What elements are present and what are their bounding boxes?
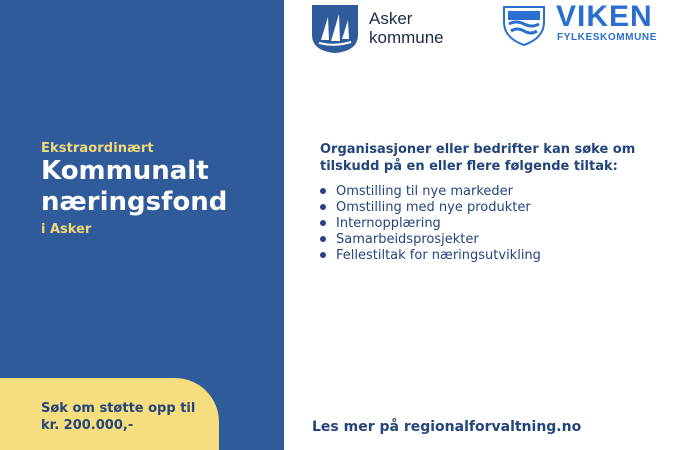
kicker-text: Ekstraordinært [41, 141, 154, 156]
support-callout-text: Søk om støtte opp til kr. 200.000,- [41, 401, 196, 433]
measures-list [320, 183, 541, 263]
list-item-text: Omstilling til nye markeder [336, 183, 513, 199]
right-panel [284, 0, 700, 450]
viken-wordmark: VIKEN [556, 0, 653, 33]
list-item-text: Omstilling med nye produkter [336, 199, 531, 215]
bullet-dot-icon [320, 188, 326, 194]
ship-sails-icon [312, 5, 358, 53]
left-panel [0, 0, 284, 450]
asker-wordmark-line1: Asker [369, 9, 413, 28]
list-item-text: Internopplæring [336, 215, 441, 231]
list-item-text: Samarbeidsprosjekter [336, 231, 479, 247]
support-callout [0, 378, 219, 450]
read-more-link[interactable]: Les mer på regionalforvaltning.no [312, 419, 582, 435]
location-subtitle: i Asker [41, 222, 92, 237]
list-item [320, 215, 541, 231]
intro-text: Organisasjoner eller bedrifter kan søke om tilskudd på en eller flere følgende tiltak: [320, 142, 636, 174]
asker-wordmark-line2: kommune [369, 28, 444, 47]
bullet-dot-icon [320, 204, 326, 210]
title-line-2: næringsfond [41, 187, 228, 217]
list-item [320, 183, 541, 199]
bullet-dot-icon [320, 220, 326, 226]
list-item [320, 199, 541, 215]
viken-subtitle: FYLKESKOMMUNE [557, 32, 658, 43]
list-item [320, 231, 541, 247]
list-item-text: Fellestiltak for næringsutvikling [336, 247, 541, 263]
bullet-dot-icon [320, 252, 326, 258]
bullet-dot-icon [320, 236, 326, 242]
asker-wordmark [369, 9, 444, 47]
title-line-1: Kommunalt [41, 156, 209, 186]
viken-shield-icon [503, 6, 545, 46]
fund-title [41, 156, 227, 218]
list-item [320, 247, 541, 263]
